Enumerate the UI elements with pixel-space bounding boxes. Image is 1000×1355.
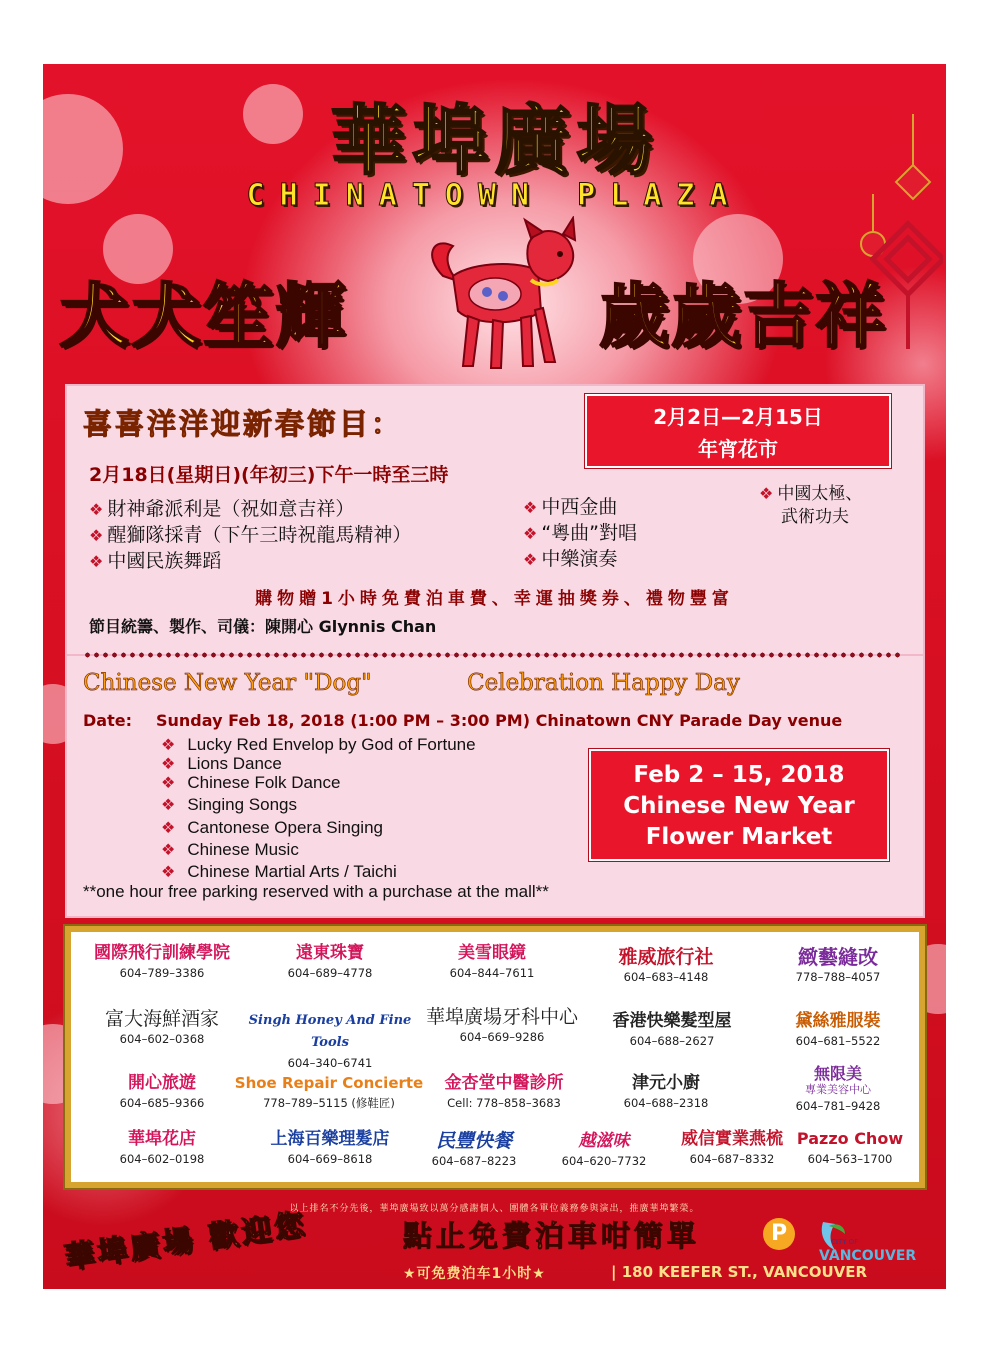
sponsor-entry: 津元小廚 604–688–2318 (623, 1073, 709, 1110)
sponsor-entry: Pazzo Chow 604–563–1700 (796, 1129, 904, 1166)
program-item: ❖ 中西金曲 (523, 496, 618, 518)
market-title: Chinese New Year (623, 793, 855, 819)
footer-thanks-note: 以上排名不分先後，華埠廣場致以萬分感謝個人、團體各單位義務參與演出，推廣華埠繁榮。 (289, 1204, 700, 1214)
program-item: ❖ 醒獅隊採青（下午三時祝龍馬精神） (89, 524, 412, 546)
free-parking-note: **one hour free parking reserved with a purchase at the mall** (83, 882, 549, 901)
footer-free-parking-slogan: 點止免費泊車咁簡單 (403, 1219, 701, 1253)
sponsor-entry: 香港快樂髮型屋 604–688–2627 (612, 1011, 732, 1048)
sponsor-entry: 華埠花店 604–602–0198 (119, 1129, 205, 1166)
city-of-vancouver-logo (815, 1216, 925, 1268)
sponsor-entry: 開心旅遊 604–685–9366 (119, 1073, 205, 1110)
sponsor-entry: 上海百樂理髮店 604–669–8618 (270, 1129, 390, 1166)
sponsor-entry: 遠東珠寶 604–689–4778 (287, 943, 373, 980)
program-item: ❖ 中國民族舞蹈 (89, 550, 222, 572)
program-item: ❖ Singing Songs (161, 795, 297, 814)
market-subtitle: Flower Market (645, 824, 833, 850)
market-title: 年宵花市 (698, 437, 778, 461)
diamond-bullet-icon: ❖ (89, 500, 104, 519)
program-item: ❖ Lucky Red Envelop by God of Fortune (161, 735, 476, 754)
program-credits: 節目統籌、製作、司儀：陳開心 Glynnis Chan (89, 617, 437, 636)
sponsor-entry: 緻藝縫改 778–788–4057 (795, 945, 881, 984)
diamond-bullet-icon: ❖ (161, 842, 176, 859)
program-item-taichi: ❖ 中國太極、 武術功夫 (759, 484, 863, 527)
chinese-program-heading: 喜喜洋洋迎新春節目： (83, 407, 404, 441)
footer-welcome: 華埠廣場 歡迎您 (62, 1207, 310, 1276)
sponsor-entry: 國際飛行訓練學院 604–789–3386 (94, 943, 230, 980)
plaza-title-english: CHINATOWN PLAZA (246, 178, 743, 213)
program-item: ❖ 中樂演奏 (523, 548, 618, 570)
poster (43, 64, 946, 1289)
program-item: ❖ “粵曲”對唱 (523, 522, 638, 544)
dog-illustration (413, 216, 583, 376)
diamond-bullet-icon: ❖ (89, 526, 104, 545)
english-date-value: Sunday Feb 18, 2018 (1:00 PM – 3:00 PM) Chinatown CNY Parade Day venue (156, 711, 843, 730)
english-title-right: Celebration Happy Day (467, 670, 740, 696)
sponsor-entry: 越滋味 604–620–7732 (561, 1131, 647, 1168)
sponsor-entry: 美雪眼鏡 604–844–7611 (449, 943, 535, 980)
diamond-bullet-icon: ❖ (523, 550, 538, 569)
diamond-bullet-icon: ❖ (759, 484, 774, 503)
diamond-bullet-icon: ❖ (523, 524, 538, 543)
chinese-program-date: 2月18日(星期日)(年初三)下午一時至三時 (89, 464, 449, 486)
english-title-left: Chinese New Year "Dog" (83, 670, 372, 696)
program-item: ❖ Lions Dance (161, 754, 282, 773)
sponsor-entry: 民豐快餐 604–687–8223 (431, 1130, 517, 1168)
diamond-bullet-icon: ❖ (161, 775, 176, 792)
footer-free-parking-hours: ★可免费泊车1小时★ (403, 1266, 546, 1282)
svg-text:VANCOUVER: VANCOUVER (819, 1248, 917, 1264)
english-date-label: Date: (83, 711, 132, 730)
sponsor-subtitle: 專業美容中心 (805, 1083, 871, 1096)
slogan-right: 歲歲吉祥 (599, 274, 887, 357)
diamond-bullet-icon: ❖ (161, 737, 176, 754)
diamond-bullet-icon: ❖ (161, 797, 176, 814)
english-flower-market-box (589, 749, 889, 861)
program-item: ❖ 財神爺派利是（祝如意吉祥） (89, 498, 355, 520)
plaza-title-chinese: 華埠廣場 (330, 96, 659, 185)
slogan-left: 犬犬笙輝 (59, 274, 347, 357)
sponsor-entry: 雅威旅行社 604–683–4148 (618, 946, 714, 984)
sponsor-entry: 威信實業燕梳 604–687–8332 (681, 1129, 783, 1166)
diamond-bullet-icon: ❖ (161, 756, 176, 773)
market-dates: 2月2日—2月15日 (653, 405, 823, 429)
sponsor-entry: 黛絲雅服裝 604–681–5522 (795, 1011, 881, 1048)
dotted-divider (83, 652, 903, 658)
diamond-bullet-icon: ❖ (89, 552, 104, 571)
sponsor-entry: 華埠廣場牙科中心 604–669–9286 (425, 1006, 578, 1044)
diamond-bullet-icon: ❖ (161, 864, 176, 881)
program-item: ❖ Chinese Martial Arts / Taichi (161, 862, 397, 881)
footer-address: | 180 KEEFER ST., VANCOUVER (611, 1263, 868, 1281)
chinese-flower-market-box (585, 394, 891, 468)
sponsor-entry: 金杏堂中醫診所 Cell: 778–858–3683 (444, 1073, 564, 1110)
shopping-gift-notice: 購物贈1小時免費泊車費、幸運抽獎券、禮物豐富 (255, 589, 734, 609)
parking-icon: P (763, 1218, 795, 1250)
market-dates: Feb 2 – 15, 2018 (633, 762, 845, 788)
sponsor-entry: 富大海鮮酒家 604–602–0368 (104, 1008, 219, 1046)
chinese-knot-ornament (843, 114, 943, 354)
sponsor-entry: 無限美 專業美容中心 604–781–9428 (753, 1064, 923, 1115)
sponsor-entry: Singh Honey And Fine Tools 604–340–6741 (248, 1013, 412, 1070)
sponsor-entry: Shoe Repair Concierte 778–789–5115 (修鞋匠) (234, 1074, 424, 1110)
svg-text:CITY OF: CITY OF (831, 1238, 859, 1246)
diamond-bullet-icon: ❖ (161, 820, 176, 837)
sponsor-directory (65, 926, 925, 1188)
program-item: ❖ Chinese Folk Dance (161, 773, 341, 792)
diamond-bullet-icon: ❖ (523, 498, 538, 517)
program-item: ❖ Chinese Music (161, 840, 299, 859)
program-item: ❖ Cantonese Opera Singing (161, 818, 383, 837)
